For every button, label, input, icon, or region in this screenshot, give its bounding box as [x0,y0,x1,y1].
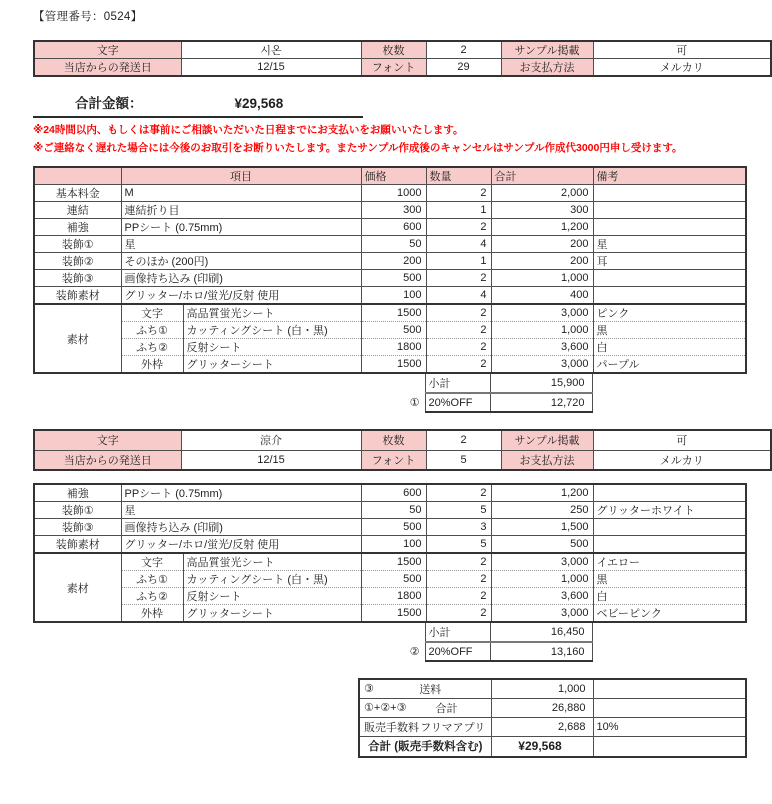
cell-price: 1800 [361,339,426,356]
cell-note: イエロー [593,553,746,571]
table-row [34,287,746,305]
items-header-row [34,167,746,185]
table-row [34,502,746,519]
table-row [34,59,771,77]
cell-note [593,202,746,219]
cell-total: 1,200 [491,484,593,502]
cell-total: 300 [491,202,593,219]
subtotal-label: 小計 [425,374,490,393]
cell-category: 装飾素材 [34,287,121,305]
info-value: 5 [426,450,501,470]
summary-mark: ①+②+③ [364,702,407,714]
info-value: 29 [426,59,501,77]
cell-price: 200 [361,253,426,270]
cell-qty: 5 [426,502,491,519]
cell-total: 3,000 [491,605,593,623]
cell-total: 2,000 [491,185,593,202]
summary-label: 販売手数料 フリマアプリ [359,717,491,736]
cell-subcategory: ふち① [121,571,183,588]
cell-item: 星 [121,236,361,253]
summary-row [359,679,746,698]
cell-note [593,287,746,305]
info-label: 枚数 [361,430,426,450]
table-row [34,304,746,322]
cell-note: パープル [593,356,746,374]
order1-items-table [33,166,747,374]
cell-total: 250 [491,502,593,519]
cell-subcategory: ふち② [121,588,183,605]
summary-note [593,698,746,717]
cell-category: 連結 [34,202,121,219]
summary-total-row [359,736,746,757]
subtotal-value: 16,450 [490,623,592,642]
summary-value: 1,000 [491,679,593,698]
cell-subcategory: 文字 [121,304,183,322]
table-row [34,185,746,202]
header-blank [34,167,121,185]
cell-item: 反射シート [183,339,361,356]
info-label: フォント [361,450,426,470]
table-row [34,450,771,470]
cell-price: 1500 [361,605,426,623]
cell-total: 1,000 [491,571,593,588]
cell-subcategory: 外枠 [121,356,183,374]
cell-category: 装飾③ [34,519,121,536]
cell-category: 装飾素材 [34,536,121,554]
cell-qty: 2 [426,356,491,374]
table-row [34,605,746,623]
cell-item: 反射シート [183,588,361,605]
summary-note [593,679,746,698]
cell-item: PPシート (0.75mm) [121,484,361,502]
cell-category: 素材 [34,304,121,373]
cell-qty: 2 [426,304,491,322]
cell-item: カッティングシート (白・黒) [183,322,361,339]
cell-qty: 4 [426,287,491,305]
cell-price: 50 [361,236,426,253]
table-row [34,588,746,605]
header-item: 項目 [121,167,361,185]
cell-item: M [121,185,361,202]
table-row [34,236,746,253]
table-row [34,484,746,502]
cell-note: グリッターホワイト [593,502,746,519]
table-row [34,430,771,450]
order2-info-table [33,429,772,471]
subtotal-row [360,374,592,393]
cell-price: 500 [361,322,426,339]
discount-row [360,393,592,412]
cell-price: 1500 [361,356,426,374]
discount-mark: ② [409,646,420,658]
table-row [34,322,746,339]
info-value: メルカリ [593,59,771,77]
cell-category: 装飾① [34,502,121,519]
cell-price: 600 [361,219,426,236]
order2-subtotal-table [360,623,593,662]
cell-item: 星 [121,502,361,519]
info-label: 文字 [34,41,181,59]
discount-value: 12,720 [490,393,592,412]
cell-category: 素材 [34,553,121,622]
cell-price: 600 [361,484,426,502]
cell-total: 200 [491,253,593,270]
cell-note: ベビーピンク [593,605,746,623]
grand-total-label: 合計金額： [75,96,143,111]
cell-price: 1800 [361,588,426,605]
grand-total-value: ¥29,568 [234,96,284,111]
summary-row [359,717,746,736]
cell-item: 連結折り目 [121,202,361,219]
summary-mark: ③ [364,683,374,696]
cell-price: 1500 [361,553,426,571]
table-row [34,202,746,219]
cell-qty: 2 [426,588,491,605]
discount-mark: ① [409,397,420,409]
cell-item: グリッター/ホロ/蛍光/反射 使用 [121,536,361,554]
table-row [34,253,746,270]
cell-total: 3,000 [491,304,593,322]
cell-total: 1,200 [491,219,593,236]
header-qty: 数量 [426,167,491,185]
summary-value: 2,688 [491,717,593,736]
cell-qty: 5 [426,536,491,554]
cell-total: 3,000 [491,553,593,571]
summary-label: 合計 (販売手数料含む) [359,736,491,757]
info-value: 2 [426,41,501,59]
order2-items-table [33,483,747,623]
info-label: 当店からの発送日 [34,450,181,470]
info-value: 可 [593,430,771,450]
info-value: 可 [593,41,771,59]
cell-total: 1,000 [491,270,593,287]
info-value: 12/15 [181,59,361,77]
cell-item: カッティングシート (白・黒) [183,571,361,588]
order1-subtotal-table [360,374,593,413]
cell-qty: 1 [426,253,491,270]
discount-label: 20%OFF [425,642,490,661]
cell-qty: 4 [426,236,491,253]
table-row [34,553,746,571]
summary-value: ¥29,568 [491,736,593,757]
cell-category: 装飾① [34,236,121,253]
cell-qty: 2 [426,185,491,202]
info-value: 2 [426,430,501,450]
cell-total: 1,500 [491,519,593,536]
cell-item: PPシート (0.75mm) [121,219,361,236]
info-value: 12/15 [181,450,361,470]
cell-note [593,270,746,287]
cell-total: 500 [491,536,593,554]
summary-row [359,698,746,717]
cell-qty: 2 [426,553,491,571]
cell-note: 星 [593,236,746,253]
table-row [34,41,771,59]
subtotal-value: 15,900 [490,374,592,393]
cell-total: 400 [491,287,593,305]
cell-note: 黒 [593,571,746,588]
cell-price: 1500 [361,304,426,322]
cell-note: 白 [593,588,746,605]
cell-note [593,219,746,236]
cell-note: 黒 [593,322,746,339]
discount-value: 13,160 [490,642,592,661]
table-row [34,356,746,374]
cell-category: 補強 [34,219,121,236]
cell-item: 高品質蛍光シート [183,553,361,571]
cell-category: 装飾③ [34,270,121,287]
blank [360,374,425,393]
cell-subcategory: 外枠 [121,605,183,623]
final-summary-table [358,678,747,758]
warning-note: ※24時間以内、もしくは事前にご相談いただいた日程までにお支払いをお願いいたします。 [33,124,464,136]
cell-price: 500 [361,519,426,536]
table-row [34,571,746,588]
cell-item: 高品質蛍光シート [183,304,361,322]
cell-note [593,484,746,502]
blank [360,623,425,642]
cell-note [593,185,746,202]
cell-total: 1,000 [491,322,593,339]
cell-total: 3,600 [491,588,593,605]
header-total: 合計 [491,167,593,185]
summary-label: ③ 送料 [359,679,491,698]
cell-price: 100 [361,536,426,554]
cell-total: 3,600 [491,339,593,356]
cell-item: そのほか (200円) [121,253,361,270]
subtotal-row [360,623,592,642]
header-note: 備考 [593,167,746,185]
info-label: サンプル掲載 [501,430,593,450]
cell-note [593,519,746,536]
cell-qty: 2 [426,270,491,287]
summary-value: 26,880 [491,698,593,717]
warning-note: ※ご連絡なく遅れた場合には今後のお取引をお断りいたします。またサンプル作成後のキャンセルはサンプル作成代3000円申し受けます。 [33,142,683,154]
cell-price: 50 [361,502,426,519]
table-row [34,339,746,356]
cell-category: 装飾② [34,253,121,270]
order1-info-table [33,40,772,77]
info-value: 涼介 [181,430,361,450]
info-value: 시온 [181,41,361,59]
info-label: 枚数 [361,41,426,59]
cell-qty: 1 [426,202,491,219]
cell-item: グリッター/ホロ/蛍光/反射 使用 [121,287,361,305]
summary-label: ①+②+③ 合計 [359,698,491,717]
info-label: フォント [361,59,426,77]
cell-price: 1000 [361,185,426,202]
info-value: メルカリ [593,450,771,470]
cell-item: 画像持ち込み (印刷) [121,270,361,287]
cell-qty: 2 [426,605,491,623]
summary-note: 10% [593,717,746,736]
cell-item: グリッターシート [183,356,361,374]
cell-item: 画像持ち込み (印刷) [121,519,361,536]
cell-price: 500 [361,270,426,287]
subtotal-label: 小計 [425,623,490,642]
cell-qty: 2 [426,571,491,588]
cell-price: 100 [361,287,426,305]
info-label: お支払方法 [501,450,593,470]
cell-category: 基本料金 [34,185,121,202]
cell-qty: 3 [426,519,491,536]
info-label: サンプル掲載 [501,41,593,59]
table-row [34,270,746,287]
header-price: 価格 [361,167,426,185]
cell-qty: 2 [426,339,491,356]
cell-price: 500 [361,571,426,588]
summary-mark: 販売手数料 [364,721,419,734]
cell-price: 300 [361,202,426,219]
cell-note: ピンク [593,304,746,322]
cell-note: 白 [593,339,746,356]
cell-total: 200 [491,236,593,253]
table-row [34,536,746,554]
cell-total: 3,000 [491,356,593,374]
info-label: 文字 [34,430,181,450]
cell-qty: 2 [426,219,491,236]
grand-total-line [33,87,363,118]
info-label: お支払方法 [501,59,593,77]
cell-subcategory: ふち① [121,322,183,339]
cell-item: グリッターシート [183,605,361,623]
table-row [34,519,746,536]
cell-subcategory: ふち② [121,339,183,356]
discount-row [360,642,592,661]
cell-note [593,536,746,554]
cell-subcategory: 文字 [121,553,183,571]
cell-note: 耳 [593,253,746,270]
info-label: 当店からの発送日 [34,59,181,77]
management-number: 【管理番号：0524】 [33,11,143,23]
cell-qty: 2 [426,322,491,339]
table-row [34,219,746,236]
discount-label: 20%OFF [425,393,490,412]
cell-category: 補強 [34,484,121,502]
summary-note [593,736,746,757]
cell-qty: 2 [426,484,491,502]
